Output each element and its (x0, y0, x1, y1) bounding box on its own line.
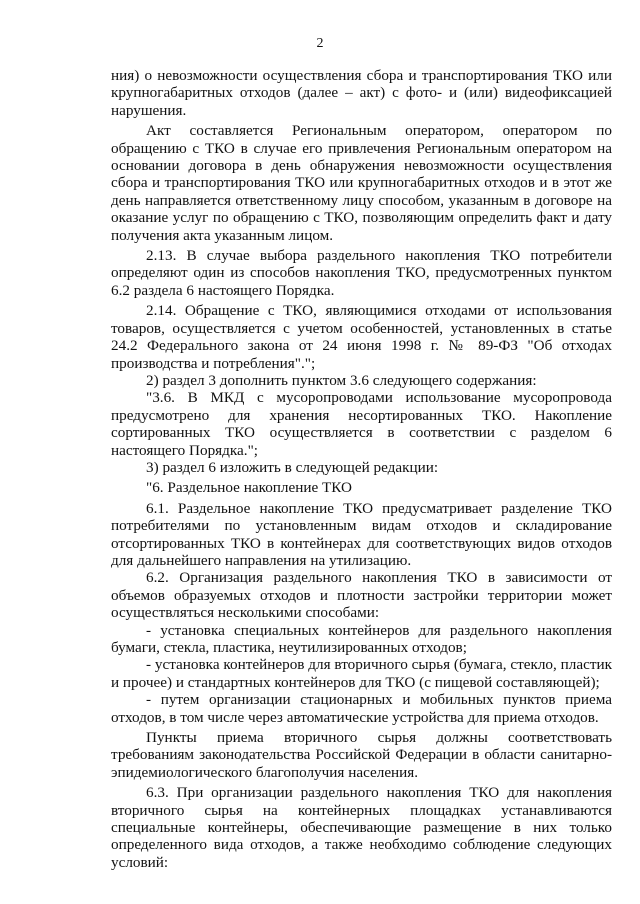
paragraph: 2.13. В случае выбора раздельного накопления ТКО потребители определяют один из способов накопления ТКО, предусмотренных пунктом 6.2 раздела 6 настоящего Порядка. (111, 247, 612, 299)
paragraph: - установка контейнеров для вторичного сырья (бумага, стекло, пластик и прочее) и стандартных контейнеров для ТКО (с пищевой составляющей); (111, 656, 612, 691)
paragraph: 3) раздел 6 изложить в следующей редакции: (146, 458, 439, 476)
paragraph: Акт составляется Региональным оператором, оператором по обращению с ТКО в случае его привлечения Региональным оператором на основании договора в день обнаружения невозможности осуществления сбора и транспортирования ТКО или крупногабаритных отходов и в этот же день направляется ответственному лицу способом, указанным в договоре на оказание услуг по обращению с ТКО, позволяющим определить факт и дату получения акта указанным лицом. (111, 122, 612, 244)
page-number: 2 (316, 36, 324, 51)
paragraph: 2.14. Обращение с ТКО, являющимися отходами от использования товаров, осуществляется с учетом особенностей, установленных в статье 24.2 Федерального закона от 24 июня 1998 г. № 89-ФЗ "Об отходах производства и потребления"."; (111, 302, 612, 372)
paragraph: - установка специальных контейнеров для раздельного накопления бумаги, стекла, пластика, неутилизированных отходов; (111, 621, 612, 656)
paragraph: - путем организации стационарных и мобильных пунктов приема отходов, в том числе через автоматические устройства для приема отходов. (111, 691, 612, 726)
paragraph: 6.3. При организации раздельного накопления ТКО для накопления вторичного сырья на контейнерных площадках устанавливаются специальные контейнеры, обеспечивающие размещение в них только определенного вида отходов, а также необходимо соблюдение следующих условий: (111, 784, 612, 871)
paragraph: "3.6. В МКД с мусоропроводами использование мусоропровода предусмотрено для хранения несортированных ТКО. Накопление сортированных ТКО осуществляется в соответствии с разделом 6 настоящего Порядка."; (111, 389, 612, 459)
paragraph: Пункты приема вторичного сырья должны соответствовать требованиям законодательства Российской Федерации в области санитарно-эпидемиологического благополучия населения. (111, 729, 612, 781)
paragraph: ния) о невозможности осуществления сбора и транспортирования ТКО или крупногабаритных отходов (далее – акт) с фото- и (или) видеофиксацией нарушения. (111, 67, 612, 119)
paragraph: 6.1. Раздельное накопление ТКО предусматривает разделение ТКО потребителями по установленным видам отходов и складирование отсортированных ТКО в контейнерах для соответствующих видов отходов для дальнейшего направления на утилизацию. (111, 499, 612, 569)
paragraph: 6.2. Организация раздельного накопления ТКО в зависимости от объемов образуемых отходов и плотности застройки территории может осуществляться несколькими способами: (111, 569, 612, 622)
paragraph: "6. Раздельное накопление ТКО (146, 479, 353, 497)
document-body (111, 67, 612, 871)
paragraph: 2) раздел 3 дополнить пунктом 3.6 следующего содержания: (146, 371, 537, 389)
